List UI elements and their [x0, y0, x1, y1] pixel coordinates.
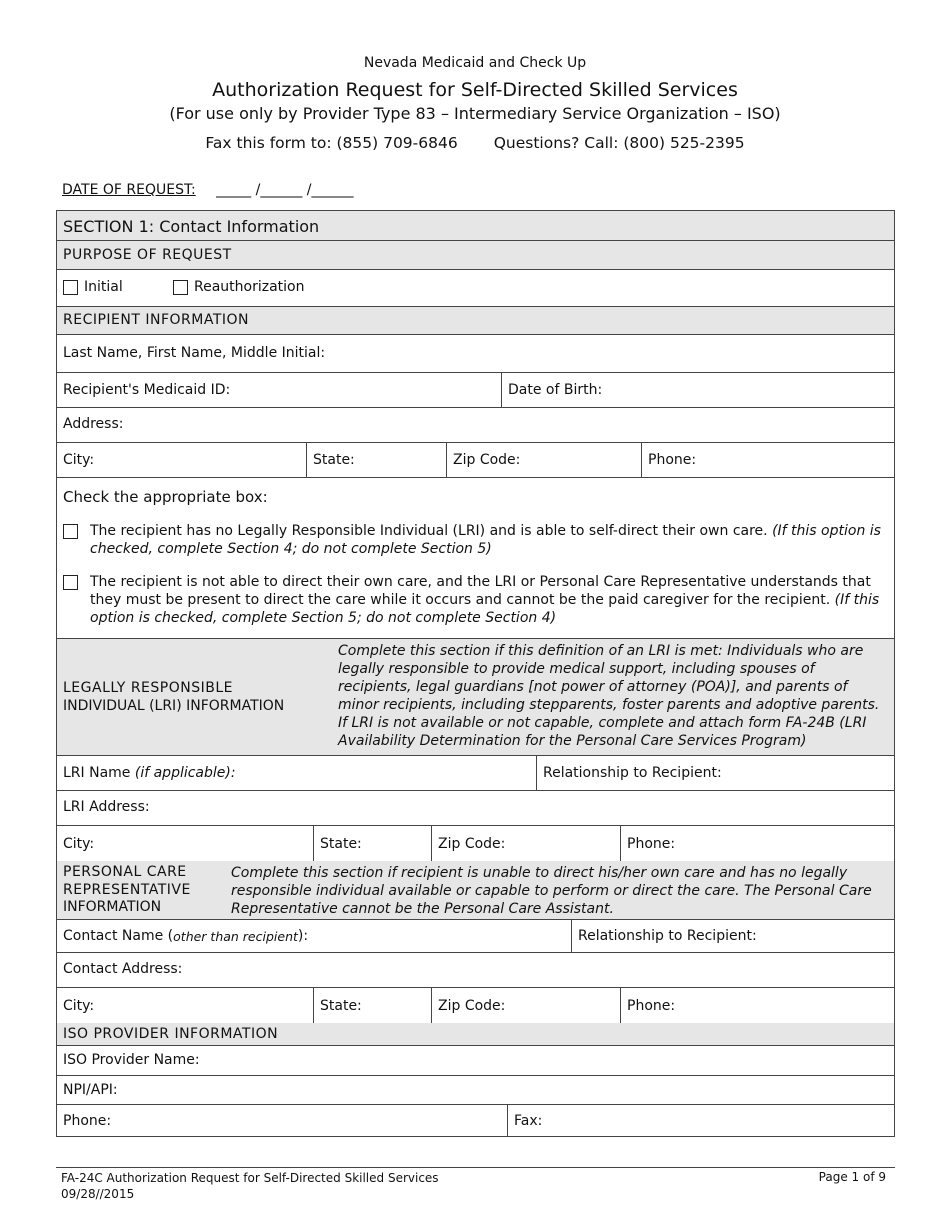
lri-heading-line1: LEGALLY RESPONSIBLE [63, 680, 233, 696]
option1-text: The recipient has no Legally Responsible Individual (LRI) and is able to self-direct their own care. [90, 523, 768, 539]
recipient-name-row[interactable] [57, 335, 894, 373]
recipient-city-field[interactable] [57, 443, 307, 477]
lri-state-field[interactable] [314, 826, 432, 861]
recipient-state-field[interactable] [307, 443, 447, 477]
option2-checkbox[interactable] [63, 575, 78, 590]
form-subtitle: (For use only by Provider Type 83 – Intermediary Service Organization – ISO) [169, 104, 781, 123]
section1-form [56, 210, 895, 1137]
lri-instructions [338, 642, 890, 750]
footer-date: 09/28//2015 [61, 1187, 135, 1201]
lri-note-definition: Complete this section if this definition of an LRI is met: Individuals who are legally responsible to provide medical support, including spouses of recipients, legal guardians [not power of attorney (POA)], and parents of minor recipients, including stepparents, foster parents and adoptive parents. [338, 643, 880, 713]
recipient-phone-label: Phone: [648, 452, 697, 468]
option1-text-block [63, 522, 888, 558]
initial-option[interactable] [63, 279, 123, 295]
date-of-request-field[interactable]: _____ /______ /______ [216, 182, 354, 198]
footer-page-number: Page 1 of 9 [818, 1170, 886, 1184]
recipient-address-row[interactable] [57, 408, 894, 443]
lri-heading-row [57, 639, 894, 756]
purpose-heading: PURPOSE OF REQUEST [63, 247, 232, 263]
lri-state-label: State: [320, 835, 362, 852]
lri-city-label: City: [63, 835, 95, 852]
recipient-address-label: Address: [63, 416, 124, 432]
iso-npi-row[interactable] [57, 1076, 894, 1105]
section1-title: SECTION 1: Contact Information [63, 217, 320, 236]
form-title: Authorization Request for Self-Directed Skilled Services [212, 79, 738, 101]
pcr-instructions: Complete this section if recipient is unable to direct his/her own care and has no legally responsible individual available or capable to perform or direct the care. The Personal Care Representative cannot be the Personal Care Assistant. [231, 865, 872, 917]
option1-note: (If this option is checked, complete Section 4; do not complete Section 5) [90, 523, 881, 557]
section1-title-row [57, 211, 894, 241]
iso-heading: ISO PROVIDER INFORMATION [63, 1026, 279, 1042]
pcr-zip-field[interactable] [432, 988, 621, 1023]
lri-phone-field[interactable] [621, 826, 894, 861]
recipient-phone-field[interactable] [642, 443, 894, 477]
medicaid-id-label: Recipient's Medicaid ID: [63, 382, 231, 398]
questions-phone: Questions? Call: (800) 525-2395 [493, 134, 745, 152]
recipient-name-label: Last Name, First Name, Middle Initial: [63, 345, 326, 361]
lri-note-availability: If LRI is not available or not capable, complete and attach form FA-24B (LRI Availability Determination for the Personal Care Services Program) [338, 715, 867, 749]
check-instruction: Check the appropriate box: [63, 488, 268, 506]
purpose-heading-row [57, 241, 894, 270]
footer-form-info [61, 1170, 439, 1202]
initial-label: Initial [84, 279, 123, 295]
pcr-name-row [57, 920, 894, 953]
purpose-options-row [57, 270, 894, 307]
pcr-heading-line3: INFORMATION [63, 899, 162, 915]
pcr-contact-name-note: other than recipient [173, 928, 298, 944]
pcr-heading-line2: REPRESENTATIVE [63, 881, 191, 898]
dob-label: Date of Birth: [508, 382, 603, 398]
option2-text-block [63, 573, 888, 627]
pcr-relationship-label: Relationship to Recipient: [578, 928, 757, 944]
lri-name-note: (if applicable): [134, 765, 236, 781]
check-options-row [57, 478, 894, 639]
pcr-address-label: Contact Address: [63, 961, 183, 977]
lri-name-row [57, 756, 894, 791]
iso-fax-label: Fax: [514, 1112, 543, 1129]
footer-form-name: FA-24C Authorization Request for Self-Directed Skilled Services [61, 1171, 439, 1185]
contact-line [0, 134, 950, 152]
medicaid-id-field[interactable] [57, 373, 502, 407]
pcr-contact-name-end: ): [297, 928, 309, 944]
iso-provider-row[interactable] [57, 1046, 894, 1076]
option1-checkbox[interactable] [63, 524, 78, 539]
option2-paragraph [63, 573, 888, 627]
pcr-contact-name-label: Contact Name ( [63, 928, 174, 944]
reauthorization-checkbox[interactable] [173, 280, 188, 295]
pcr-city-field[interactable] [57, 988, 314, 1023]
iso-phone-field[interactable] [57, 1105, 508, 1136]
pcr-city-row [57, 988, 894, 1023]
option2-text: The recipient is not able to direct their own care, and the LRI or Personal Care Representative understands that they must be present to direct the care while it occurs and cannot be the paid caregiver for the recipient. [90, 574, 871, 608]
recipient-heading: RECIPIENT INFORMATION [63, 312, 250, 328]
pcr-state-field[interactable] [314, 988, 432, 1023]
pcr-address-row[interactable] [57, 953, 894, 988]
pcr-state-label: State: [320, 997, 362, 1014]
dob-field[interactable] [502, 373, 894, 407]
date-of-request-label: DATE OF REQUEST: [62, 182, 196, 198]
date-of-request [62, 182, 354, 198]
lri-heading [63, 679, 284, 715]
fax-number: Fax this form to: (855) 709-6846 [205, 134, 458, 152]
recipient-id-row [57, 373, 894, 408]
pcr-contact-name-field[interactable] [57, 920, 572, 952]
iso-phone-row [57, 1105, 894, 1136]
recipient-state-label: State: [313, 452, 355, 468]
recipient-heading-row [57, 307, 894, 335]
pcr-city-label: City: [63, 997, 95, 1014]
lri-address-row[interactable] [57, 791, 894, 826]
lri-heading-line2: INDIVIDUAL (LRI) INFORMATION [63, 698, 285, 714]
pcr-phone-label: Phone: [627, 997, 676, 1014]
lri-name-label: LRI Name [63, 765, 131, 781]
pcr-zip-label: Zip Code: [438, 997, 506, 1014]
reauthorization-option[interactable] [173, 279, 304, 295]
pcr-heading [63, 864, 223, 917]
recipient-zip-field[interactable] [447, 443, 642, 477]
lri-relationship-field[interactable] [537, 756, 894, 790]
pcr-heading-line1: PERSONAL CARE [63, 864, 187, 880]
recipient-zip-label: Zip Code: [453, 452, 521, 468]
lri-relationship-label: Relationship to Recipient: [543, 765, 722, 781]
lri-zip-field[interactable] [432, 826, 621, 861]
pcr-phone-field[interactable] [621, 988, 894, 1023]
pcr-relationship-field[interactable] [572, 920, 894, 952]
lri-city-row [57, 826, 894, 861]
iso-heading-row [57, 1023, 894, 1046]
lri-phone-label: Phone: [627, 835, 676, 852]
option1-paragraph [63, 522, 888, 558]
lri-zip-label: Zip Code: [438, 835, 506, 852]
lri-address-label: LRI Address: [63, 799, 150, 815]
iso-provider-label: ISO Provider Name: [63, 1052, 200, 1068]
iso-fax-field[interactable] [508, 1105, 894, 1136]
option2-note: (If this option is checked, complete Section 5; do not complete Section 4) [90, 592, 880, 626]
footer-divider [56, 1167, 895, 1168]
iso-npi-label: NPI/API: [63, 1082, 118, 1098]
pcr-heading-row [57, 861, 894, 920]
initial-checkbox[interactable] [63, 280, 78, 295]
iso-phone-label: Phone: [63, 1112, 112, 1129]
lri-city-field[interactable] [57, 826, 314, 861]
recipient-city-label: City: [63, 452, 95, 468]
agency-name: Nevada Medicaid and Check Up [363, 55, 587, 71]
lri-name-field[interactable] [57, 756, 537, 790]
reauthorization-label: Reauthorization [194, 279, 305, 295]
recipient-city-row [57, 443, 894, 478]
